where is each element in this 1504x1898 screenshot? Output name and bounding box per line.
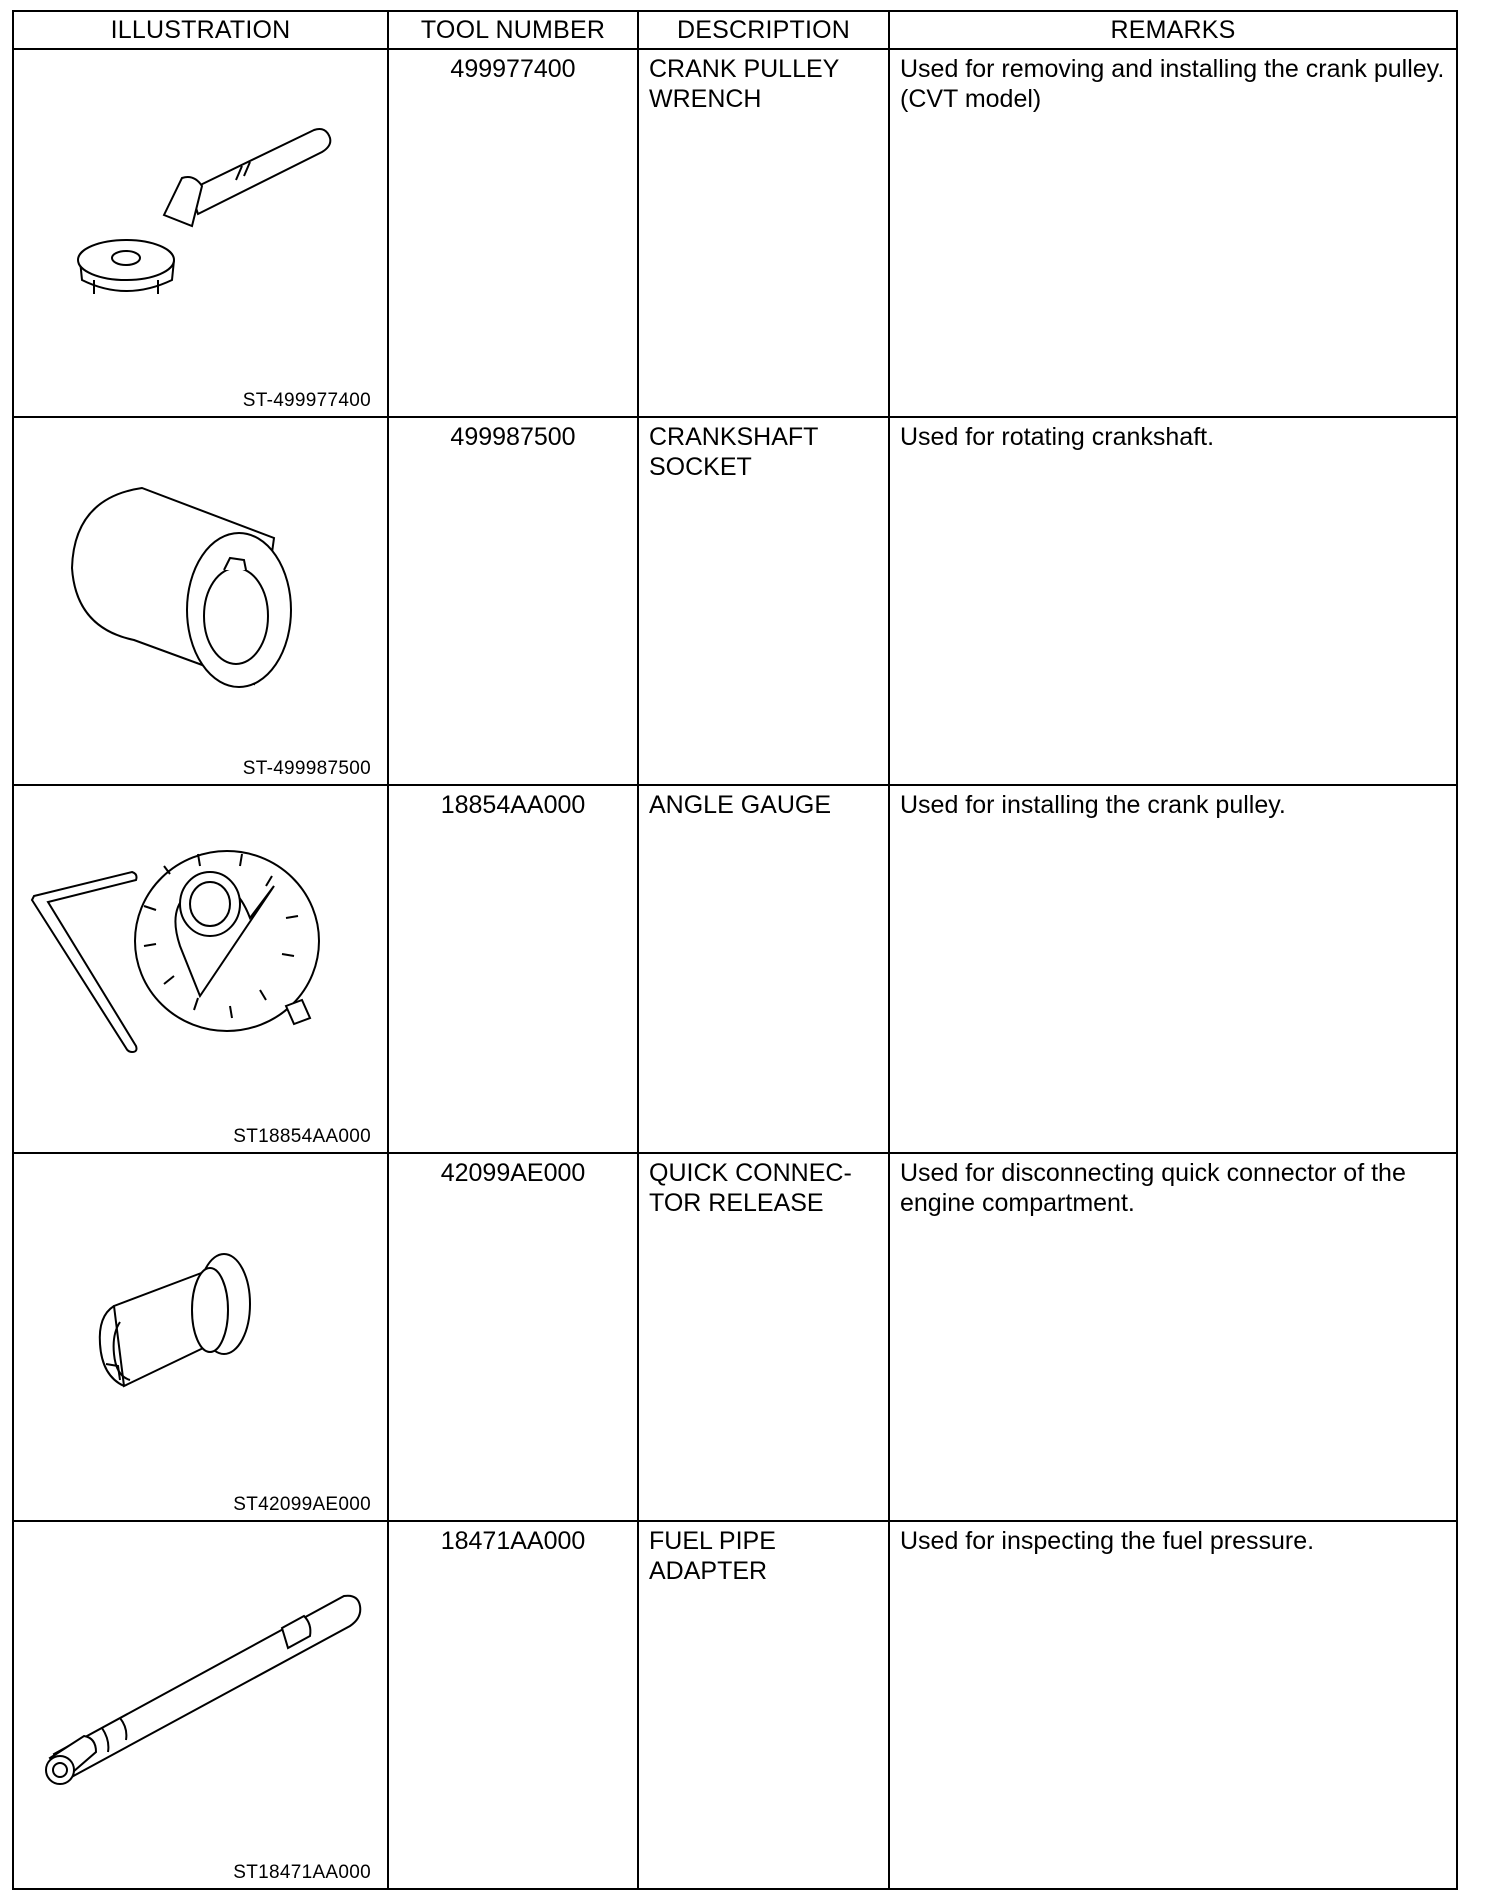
table-row <box>13 1521 1457 1889</box>
remarks <box>890 418 1456 452</box>
illustration-cell <box>13 1153 388 1521</box>
illustration-code: ST18854AA000 <box>233 1126 371 1147</box>
remarks <box>890 50 1456 114</box>
table-row <box>13 417 1457 785</box>
header-remarks: REMARKS <box>889 11 1457 49</box>
crank-pulley-wrench-illustration <box>14 50 388 386</box>
table-row <box>13 1153 1457 1521</box>
illustration-cell <box>13 49 388 417</box>
tool-number: 18854AA000 <box>440 791 586 819</box>
description <box>639 1154 888 1218</box>
illustration-code: ST-499977400 <box>242 390 371 411</box>
remarks-cell <box>889 49 1457 417</box>
illustration-cell <box>13 1521 388 1889</box>
remarks-cell <box>889 1153 1457 1521</box>
remarks-line: Used for inspecting the fuel pressure. <box>900 1527 1315 1555</box>
description-line: SOCKET <box>649 453 752 481</box>
tool-number: 42099AE000 <box>440 1159 586 1187</box>
description-line: WRENCH <box>649 85 762 113</box>
description-line: TOR RELEASE <box>649 1189 824 1217</box>
remarks-line: Used for rotating crankshaft. <box>900 423 1215 451</box>
table-row <box>13 785 1457 1153</box>
header-row <box>13 11 1457 49</box>
remarks <box>890 1154 1456 1218</box>
remarks <box>890 1522 1456 1556</box>
header-illustration: ILLUSTRATION <box>13 11 388 49</box>
remarks-line: (CVT model) <box>900 85 1042 113</box>
header-description: DESCRIPTION <box>638 11 889 49</box>
tool-number-cell <box>388 49 638 417</box>
description-cell <box>638 417 889 785</box>
quick-connector-release-illustration <box>14 1154 388 1490</box>
tool-number: 18471AA000 <box>440 1527 586 1555</box>
remarks-line: Used for installing the crank pulley. <box>900 791 1286 819</box>
description-line: CRANKSHAFT <box>649 423 819 451</box>
remarks-cell <box>889 785 1457 1153</box>
description-line: QUICK CONNEC- <box>649 1159 852 1187</box>
description <box>639 1522 888 1586</box>
description-line: CRANK PULLEY <box>649 55 840 83</box>
description <box>639 786 888 820</box>
description-cell <box>638 785 889 1153</box>
special-tools-table <box>12 10 1458 1890</box>
description <box>639 50 888 114</box>
header-tool-number: TOOL NUMBER <box>388 11 638 49</box>
description-line: ANGLE GAUGE <box>649 791 831 819</box>
illustration-code: ST42099AE000 <box>233 1494 371 1515</box>
illustration-cell <box>13 417 388 785</box>
tool-number: 499987500 <box>450 423 576 451</box>
remarks-line: Used for removing and installing the crank pulley. <box>900 55 1445 83</box>
illustration-code: ST-499987500 <box>242 758 371 779</box>
tool-number-cell <box>388 1521 638 1889</box>
description-cell <box>638 1521 889 1889</box>
description-cell <box>638 49 889 417</box>
tool-number-cell <box>388 417 638 785</box>
description-line: ADAPTER <box>649 1557 768 1585</box>
illustration-code: ST18471AA000 <box>233 1862 371 1883</box>
description-line: FUEL PIPE <box>649 1527 776 1555</box>
angle-gauge-illustration <box>14 786 388 1122</box>
remarks-line: Used for disconnecting quick connector of the <box>900 1159 1406 1187</box>
fuel-pipe-adapter-illustration <box>14 1522 388 1858</box>
remarks <box>890 786 1456 820</box>
tool-number-cell <box>388 1153 638 1521</box>
illustration-cell <box>13 785 388 1153</box>
table-row <box>13 49 1457 417</box>
tool-number-cell <box>388 785 638 1153</box>
description-cell <box>638 1153 889 1521</box>
tool-number: 499977400 <box>450 55 576 83</box>
description <box>639 418 888 482</box>
remarks-line: engine compartment. <box>900 1189 1135 1217</box>
crankshaft-socket-illustration <box>14 418 388 754</box>
remarks-cell <box>889 417 1457 785</box>
remarks-cell <box>889 1521 1457 1889</box>
